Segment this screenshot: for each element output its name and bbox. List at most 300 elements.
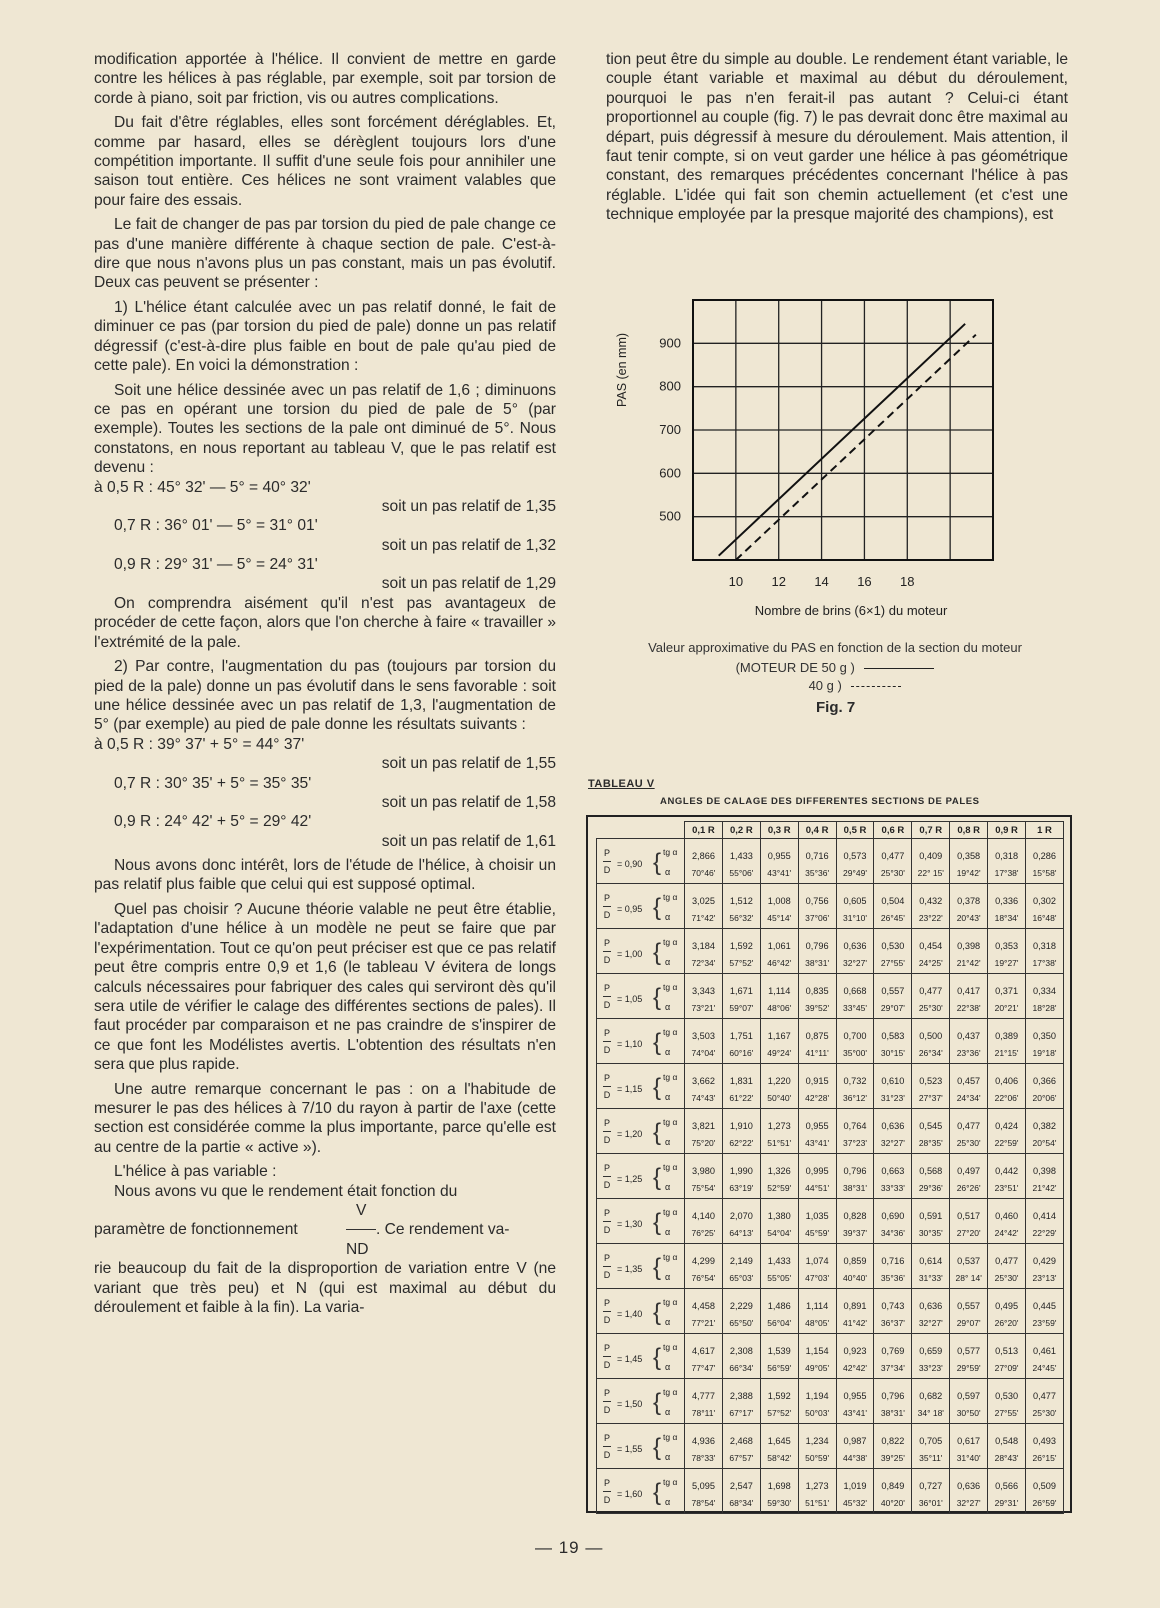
p-label: P [603, 938, 610, 948]
alpha-cell: 18°28' [1026, 997, 1064, 1019]
alpha-label: α [665, 1317, 671, 1327]
p-label: P [603, 1163, 610, 1173]
paragraph: 1) L'hélice étant calculée avec un pas relatif donné, le fait de diminuer ce pas (par torsion du pied de pale) donne un pas relatif dégressif (c'est-à-dire plus faible en bout de pale qu'au pied de cette pale). En voici la démonstration : [94, 298, 556, 375]
alpha-cell: 55°05' [760, 1267, 798, 1289]
alpha-label: α [665, 867, 671, 877]
calc-line: 0,7 R : 36° 01' — 5° = 31° 01' [114, 517, 318, 535]
tg-label: tg α [663, 1072, 678, 1082]
tg-cell: 1,486 [760, 1289, 798, 1313]
tg-cell: 1,154 [798, 1334, 836, 1358]
pd-value: = 1,55 [617, 1444, 643, 1454]
pd-label: P D = 1,45 { tg α α [597, 1334, 685, 1379]
tg-cell: 0,460 [988, 1199, 1026, 1223]
alpha-cell: 30°50' [950, 1402, 988, 1424]
tg-cell: 0,398 [950, 929, 988, 953]
p-label: P [603, 1073, 610, 1083]
alpha-cell: 30°35' [912, 1222, 950, 1244]
tg-cell: 3,343 [685, 974, 723, 998]
tg-cell: 0,477 [912, 974, 950, 998]
paragraph: modification apportée à l'hélice. Il convient de mettre en garde contre les hélices à pas réglable, par exemple, soit par torsion de corde à piano, soit par friction, vis ou autres complications. [94, 51, 556, 107]
alpha-cell: 35°00' [836, 1042, 874, 1064]
tg-cell: 0,591 [912, 1199, 950, 1223]
tg-cell: 2,149 [722, 1244, 760, 1268]
table-row [597, 929, 1064, 953]
tg-cell: 0,636 [874, 1109, 912, 1133]
tg-cell: 1,380 [760, 1199, 798, 1223]
tg-cell: 1,114 [798, 1289, 836, 1313]
pd-value: = 1,30 [617, 1219, 643, 1229]
tg-cell: 0,318 [1026, 929, 1064, 953]
calc-line: soit un pas relatif de 1,29 [381, 575, 556, 593]
alpha-cell: 55°06' [722, 862, 760, 884]
table-row [597, 1244, 1064, 1268]
tg-cell: 5,095 [685, 1469, 723, 1493]
alpha-cell: 27°37' [912, 1087, 950, 1109]
p-label: P [603, 893, 610, 903]
calc-line: soit un pas relatif de 1,32 [381, 536, 556, 554]
tg-cell: 1,035 [798, 1199, 836, 1223]
tg-cell: 1,592 [760, 1379, 798, 1403]
p-label: P [603, 1118, 610, 1128]
alpha-cell: 75°20' [685, 1132, 723, 1154]
paragraph: Le fait de changer de pas par torsion du pied de pale change ce pas d'une manière différente à chaque section de pale. C'est-à-dire que nous n'avons plus un pas constant, mais un pas évolutif. Deux cas peuvent se présenter : [94, 216, 556, 292]
tg-cell: 0,493 [1026, 1424, 1064, 1448]
paragraph: Quel pas choisir ? Aucune théorie valable ne peut être établie, l'adaptation d'une hélice à un modèle ne peut se faire que par l'expérimentation. Tout ce qu'on peut préciser est que ce pas relatif peut être compris entre 0,9 et 1,6 (le tableau V évitera de longs calculs nécessaires pour fabriquer des cales qui serviront dès qu'il sera utile de vérifier le calage des différentes sections de pales). Il faut procéder par comparaison et ne pas craindre de s'inspirer de ce que font les Modélistes avertis. L'obtention des résultats n'en sera que plus rapide. [94, 900, 556, 1074]
tg-cell: 3,821 [685, 1109, 723, 1133]
tg-cell: 0,727 [912, 1469, 950, 1493]
alpha-cell: 75°54' [685, 1177, 723, 1199]
left-column [94, 50, 556, 1317]
column-header: 0,2 R [722, 822, 760, 839]
alpha-cell: 37°34' [874, 1357, 912, 1379]
tg-cell: 0,429 [1026, 1244, 1064, 1268]
alpha-cell: 20°54' [1026, 1132, 1064, 1154]
tg-cell: 0,636 [912, 1289, 950, 1313]
tg-cell: 0,764 [836, 1109, 874, 1133]
tg-cell: 0,517 [950, 1199, 988, 1223]
pd-value: = 1,10 [617, 1039, 643, 1049]
tg-cell: 0,796 [798, 929, 836, 953]
alpha-cell: 31°23' [874, 1087, 912, 1109]
tg-cell: 1,698 [760, 1469, 798, 1493]
alpha-label: α [665, 1272, 671, 1282]
tg-cell: 0,610 [874, 1064, 912, 1088]
alpha-cell: 24°34' [950, 1087, 988, 1109]
d-label: D [603, 1000, 611, 1010]
pd-label: P D = 1,30 { tg α α [597, 1199, 685, 1244]
alpha-cell: 23°51' [988, 1177, 1026, 1199]
tg-cell: 0,318 [988, 839, 1026, 863]
x-tick-label: 10 [728, 574, 744, 589]
calc-line: 0,9 R : 24° 42' + 5° = 29° 42' [114, 813, 312, 831]
tg-cell: 0,668 [836, 974, 874, 998]
tg-cell: 0,875 [798, 1019, 836, 1043]
pd-label: P D = 0,95 { tg α α [597, 884, 685, 929]
d-label: D [603, 1180, 611, 1190]
alpha-label: α [665, 1497, 671, 1507]
tg-cell: 4,140 [685, 1199, 723, 1223]
alpha-cell: 67°57' [722, 1447, 760, 1469]
table-row [597, 1289, 1064, 1313]
tg-cell: 4,617 [685, 1334, 723, 1358]
pd-value: = 1,45 [617, 1354, 643, 1364]
tg-cell: 0,796 [874, 1379, 912, 1403]
alpha-cell: 51°51' [760, 1132, 798, 1154]
column-header: 0,8 R [950, 822, 988, 839]
p-label: P [603, 1028, 610, 1038]
legend-dashed-label: 40 g ) [808, 678, 842, 693]
table-row [597, 1334, 1064, 1358]
pd-label: P D = 1,60 { tg α α [597, 1469, 685, 1514]
alpha-cell: 29°31' [988, 1492, 1026, 1514]
pd-value: = 0,95 [617, 904, 643, 914]
table-row [597, 1109, 1064, 1133]
alpha-cell: 39°52' [798, 997, 836, 1019]
tg-cell: 0,530 [988, 1379, 1026, 1403]
alpha-cell: 49°05' [798, 1357, 836, 1379]
paragraph: Nous avons donc intérêt, lors de l'étude de l'hélice, à choisir un pas relatif plus faible que celui qui est supposé optimal. [94, 857, 556, 894]
y-tick-label: 600 [659, 465, 681, 481]
column-header: 0,7 R [912, 822, 950, 839]
alpha-cell: 36°37' [874, 1312, 912, 1334]
tg-label: tg α [663, 1342, 678, 1352]
chart-caption: Valeur approximative du PAS en fonction de la section du moteur [648, 640, 1022, 655]
tg-cell: 1,234 [798, 1424, 836, 1448]
tg-cell: 0,477 [874, 839, 912, 863]
tg-label: tg α [663, 982, 678, 992]
calc-line: soit un pas relatif de 1,55 [381, 755, 556, 773]
tg-cell: 0,445 [1026, 1289, 1064, 1313]
calc-line: soit un pas relatif de 1,58 [381, 793, 556, 811]
tg-cell: 0,286 [1026, 839, 1064, 863]
pd-label: P D = 1,10 { tg α α [597, 1019, 685, 1064]
alpha-cell: 23°36' [950, 1042, 988, 1064]
tg-cell: 1,273 [760, 1109, 798, 1133]
tg-cell: 0,495 [988, 1289, 1026, 1313]
tg-cell: 0,414 [1026, 1199, 1064, 1223]
tg-cell: 1,167 [760, 1019, 798, 1043]
alpha-cell: 42°28' [798, 1087, 836, 1109]
tg-cell: 0,617 [950, 1424, 988, 1448]
pd-label: P D = 1,50 { tg α α [597, 1379, 685, 1424]
tg-cell: 1,592 [722, 929, 760, 953]
paragraph: Nous avons vu que le rendement était fonction du [114, 1182, 458, 1200]
alpha-cell: 22°29' [1026, 1222, 1064, 1244]
tg-cell: 1,910 [722, 1109, 760, 1133]
tg-cell: 0,636 [836, 929, 874, 953]
table-title: TABLEAU V [588, 778, 655, 790]
p-label: P [603, 1478, 610, 1488]
alpha-cell: 24°25' [912, 952, 950, 974]
tg-cell: 0,461 [1026, 1334, 1064, 1358]
tg-cell: 1,074 [798, 1244, 836, 1268]
alpha-cell: 21°42' [1026, 1177, 1064, 1199]
tg-cell: 0,500 [912, 1019, 950, 1043]
tg-cell: 0,432 [912, 884, 950, 908]
pd-label: P D = 1,55 { tg α α [597, 1424, 685, 1469]
tg-cell: 0,545 [912, 1109, 950, 1133]
alpha-cell: 23°13' [1026, 1267, 1064, 1289]
tg-cell: 4,936 [685, 1424, 723, 1448]
alpha-cell: 38°31' [798, 952, 836, 974]
table-row [597, 1469, 1064, 1493]
tg-label: tg α [663, 1252, 678, 1262]
alpha-cell: 48°05' [798, 1312, 836, 1334]
column-header: 0,4 R [798, 822, 836, 839]
page-number: — 19 — [535, 1538, 604, 1557]
paragraph: Du fait d'être réglables, elles sont forcément déréglables. Et, comme par hasard, elles se dérèglent toujours lors d'une compétition importante. Il suffit d'une seule fois pour annihiler une saison tout entière. Ces hélices ne sont vraiment valables que pour faire des essais. [94, 114, 556, 209]
p-label: P [603, 1208, 610, 1218]
tg-cell: 0,537 [950, 1244, 988, 1268]
y-tick-label: 700 [659, 422, 681, 437]
alpha-cell: 74°43' [685, 1087, 723, 1109]
p-label: P [603, 848, 610, 858]
alpha-cell: 19°27' [988, 952, 1026, 974]
tg-cell: 0,366 [1026, 1064, 1064, 1088]
alpha-cell: 48°06' [760, 997, 798, 1019]
pd-value: = 0,90 [617, 859, 643, 869]
d-label: D [603, 1360, 611, 1370]
alpha-cell: 77°47' [685, 1357, 723, 1379]
p-label: P [603, 1298, 610, 1308]
alpha-cell: 68°34' [722, 1492, 760, 1514]
tg-cell: 0,358 [950, 839, 988, 863]
alpha-cell: 45°59' [798, 1222, 836, 1244]
tg-cell: 1,645 [760, 1424, 798, 1448]
tg-cell: 0,530 [874, 929, 912, 953]
d-label: D [603, 1270, 611, 1280]
alpha-cell: 25°30' [1026, 1402, 1064, 1424]
x-tick-label: 14 [814, 574, 829, 589]
alpha-cell: 59°07' [722, 997, 760, 1019]
y-tick-label: 500 [659, 508, 681, 524]
fraction-line: paramètre de fonctionnement . Ce rendement va- [94, 1221, 510, 1239]
alpha-label: α [665, 1002, 671, 1012]
alpha-cell: 52°59' [760, 1177, 798, 1199]
column-header: 0,3 R [760, 822, 798, 839]
pd-value: = 1,15 [617, 1084, 643, 1094]
table-header-row [597, 822, 1064, 839]
alpha-cell: 31°33' [912, 1267, 950, 1289]
alpha-cell: 61°22' [722, 1087, 760, 1109]
alpha-cell: 22°06' [988, 1087, 1026, 1109]
alpha-cell: 37°06' [798, 907, 836, 929]
paragraph: tion peut être du simple au double. Le rendement étant variable, le couple étant variable et maximal au début du déroulement, pourquoi le pas n'en ferait-il pas autant ? Celui-ci étant proportionnel au couple (fig. 7) le pas devrait donc être maximal au départ, puis dégressif à mesure du déroulement. Mais attention, il faut tenir compte, si on veut garder une hélice à pas géométrique constant, des remarques précédentes concernant l'hélice à pas réglable. L'idée qui fait son chemin actuellement (et c'est une technique employée par la presque majorité des champions), est [606, 51, 1069, 224]
legend-solid-label: (MOTEUR DE 50 g ) [735, 660, 855, 675]
tg-label: tg α [663, 1432, 678, 1442]
tg-cell: 2,388 [722, 1379, 760, 1403]
tg-cell: 1,194 [798, 1379, 836, 1403]
pd-label: P D = 1,00 { tg α α [597, 929, 685, 974]
alpha-cell: 60°16' [722, 1042, 760, 1064]
alpha-cell: 77°21' [685, 1312, 723, 1334]
tg-cell: 0,382 [1026, 1109, 1064, 1133]
pas-chart [600, 296, 1070, 626]
alpha-cell: 74°04' [685, 1042, 723, 1064]
alpha-cell: 34°36' [874, 1222, 912, 1244]
d-label: D [603, 1090, 611, 1100]
alpha-cell: 78°54' [685, 1492, 723, 1514]
calc-line: 0,9 R : 29° 31' — 5° = 24° 31' [114, 556, 318, 574]
alpha-cell: 47°03' [798, 1267, 836, 1289]
tg-cell: 0,597 [950, 1379, 988, 1403]
column-header: 0,9 R [988, 822, 1026, 839]
alpha-cell: 41°42' [836, 1312, 874, 1334]
alpha-cell: 44°38' [836, 1447, 874, 1469]
tg-cell: 0,769 [874, 1334, 912, 1358]
alpha-cell: 40°20' [874, 1492, 912, 1514]
table-row [597, 1019, 1064, 1043]
d-label: D [603, 1315, 611, 1325]
pd-label: P D = 1,40 { tg α α [597, 1289, 685, 1334]
tg-cell: 0,548 [988, 1424, 1026, 1448]
tg-cell: 4,777 [685, 1379, 723, 1403]
alpha-cell: 26°59' [1026, 1492, 1064, 1514]
alpha-cell: 37°23' [836, 1132, 874, 1154]
tg-cell: 3,662 [685, 1064, 723, 1088]
tg-cell: 1,539 [760, 1334, 798, 1358]
alpha-cell: 58°42' [760, 1447, 798, 1469]
tg-cell: 0,417 [950, 974, 988, 998]
tg-cell: 0,334 [1026, 974, 1064, 998]
tg-cell: 0,659 [912, 1334, 950, 1358]
legend-dashed-row [620, 678, 1090, 693]
tg-cell: 1,433 [722, 839, 760, 863]
alpha-cell: 28° 14' [950, 1267, 988, 1289]
alpha-cell: 39°37' [836, 1222, 874, 1244]
column-header: 0,5 R [836, 822, 874, 839]
alpha-cell: 32°27' [874, 1132, 912, 1154]
alpha-cell: 65°03' [722, 1267, 760, 1289]
p-label: P [603, 1433, 610, 1443]
pd-value: = 1,05 [617, 994, 643, 1004]
tg-cell: 0,437 [950, 1019, 988, 1043]
alpha-cell: 63°19' [722, 1177, 760, 1199]
series-line-50g [719, 324, 965, 556]
alpha-cell: 38°31' [874, 1402, 912, 1424]
tg-label: tg α [663, 1477, 678, 1487]
alpha-cell: 29°49' [836, 862, 874, 884]
d-label: D [603, 1495, 611, 1505]
tg-cell: 2,866 [685, 839, 723, 863]
alpha-cell: 76°54' [685, 1267, 723, 1289]
alpha-cell: 20°43' [950, 907, 988, 929]
table-subtitle: ANGLES DE CALAGE DES DIFFERENTES SECTIONS DE PALES [660, 796, 980, 807]
alpha-label: α [665, 1227, 671, 1237]
tg-cell: 0,477 [1026, 1379, 1064, 1403]
tg-cell: 0,442 [988, 1154, 1026, 1178]
tg-cell: 0,955 [798, 1109, 836, 1133]
alpha-cell: 76°25' [685, 1222, 723, 1244]
y-tick-label: 800 [659, 378, 681, 394]
tg-cell: 2,229 [722, 1289, 760, 1313]
alpha-cell: 78°11' [685, 1402, 723, 1424]
tg-cell: 0,350 [1026, 1019, 1064, 1043]
alpha-cell: 35°36' [874, 1267, 912, 1289]
tg-cell: 0,700 [836, 1019, 874, 1043]
alpha-cell: 57°52' [760, 1402, 798, 1424]
tg-cell: 2,308 [722, 1334, 760, 1358]
tg-cell: 0,523 [912, 1064, 950, 1088]
pd-value: = 1,50 [617, 1399, 643, 1409]
tg-cell: 0,955 [760, 839, 798, 863]
tg-cell: 0,636 [950, 1469, 988, 1493]
tg-cell: 0,568 [912, 1154, 950, 1178]
table-row [597, 884, 1064, 908]
alpha-cell: 28°43' [988, 1447, 1026, 1469]
alpha-cell: 36°01' [912, 1492, 950, 1514]
p-label: P [603, 1388, 610, 1398]
alpha-cell: 34° 18' [912, 1402, 950, 1424]
table-row [597, 1379, 1064, 1403]
p-label: P [603, 983, 610, 993]
figure-label: Fig. 7 [816, 699, 856, 716]
y-tick-label: 900 [659, 335, 681, 351]
tg-cell: 0,859 [836, 1244, 874, 1268]
tg-cell: 1,512 [722, 884, 760, 908]
table-row [597, 1199, 1064, 1223]
legend-dashed-swatch [851, 686, 901, 687]
alpha-cell: 33°33' [874, 1177, 912, 1199]
paragraph: rie beaucoup du fait de la disproportion de variation entre V (ne variant que très peu) et N (qui est maximal au début du déroulement et faible à la fin). La varia- [94, 1260, 556, 1316]
alpha-cell: 50°59' [798, 1447, 836, 1469]
p-label: P [603, 1343, 610, 1353]
tg-cell: 0,557 [874, 974, 912, 998]
alpha-cell: 21°15' [988, 1042, 1026, 1064]
alpha-cell: 45°32' [836, 1492, 874, 1514]
alpha-label: α [665, 1092, 671, 1102]
alpha-cell: 30°15' [874, 1042, 912, 1064]
tg-cell: 0,716 [874, 1244, 912, 1268]
paragraph: On comprendra aisément qu'il n'est pas avantageux de procéder de cette façon, alors que l'on cherche à faire « travailler » l'extrémité de la pale. [94, 594, 556, 651]
pd-label: P D = 1,35 { tg α α [597, 1244, 685, 1289]
alpha-cell: 29°36' [912, 1177, 950, 1199]
alpha-cell: 26°34' [912, 1042, 950, 1064]
x-tick-label: 12 [771, 574, 786, 589]
alpha-cell: 26°15' [1026, 1447, 1064, 1469]
alpha-cell: 62°22' [722, 1132, 760, 1154]
tg-cell: 0,915 [798, 1064, 836, 1088]
tg-cell: 0,378 [950, 884, 988, 908]
alpha-cell: 29°07' [874, 997, 912, 1019]
tg-cell: 0,406 [988, 1064, 1026, 1088]
alpha-cell: 32°27' [950, 1492, 988, 1514]
alpha-cell: 70°46' [685, 862, 723, 884]
pd-value: = 1,60 [617, 1489, 643, 1499]
tg-cell: 0,509 [1026, 1469, 1064, 1493]
tg-cell: 0,398 [1026, 1154, 1064, 1178]
alpha-cell: 56°32' [722, 907, 760, 929]
alpha-cell: 27°20' [950, 1222, 988, 1244]
tg-label: tg α [663, 1027, 678, 1037]
alpha-cell: 20°21' [988, 997, 1026, 1019]
tg-cell: 1,019 [836, 1469, 874, 1493]
d-label: D [603, 1135, 611, 1145]
calc-line: à 0,5 R : 39° 37' + 5° = 44° 37' [94, 735, 305, 753]
alpha-cell: 16°48' [1026, 907, 1064, 929]
alpha-cell: 35°36' [798, 862, 836, 884]
tg-cell: 0,955 [836, 1379, 874, 1403]
alpha-cell: 20°06' [1026, 1087, 1064, 1109]
alpha-cell: 43°41' [836, 1402, 874, 1424]
d-label: D [603, 1405, 611, 1415]
fraction-numerator: V [356, 1201, 367, 1219]
alpha-cell: 21°42' [950, 952, 988, 974]
pd-value: = 1,40 [617, 1309, 643, 1319]
tg-cell: 2,468 [722, 1424, 760, 1448]
tg-label: tg α [663, 1387, 678, 1397]
alpha-cell: 59°30' [760, 1492, 798, 1514]
